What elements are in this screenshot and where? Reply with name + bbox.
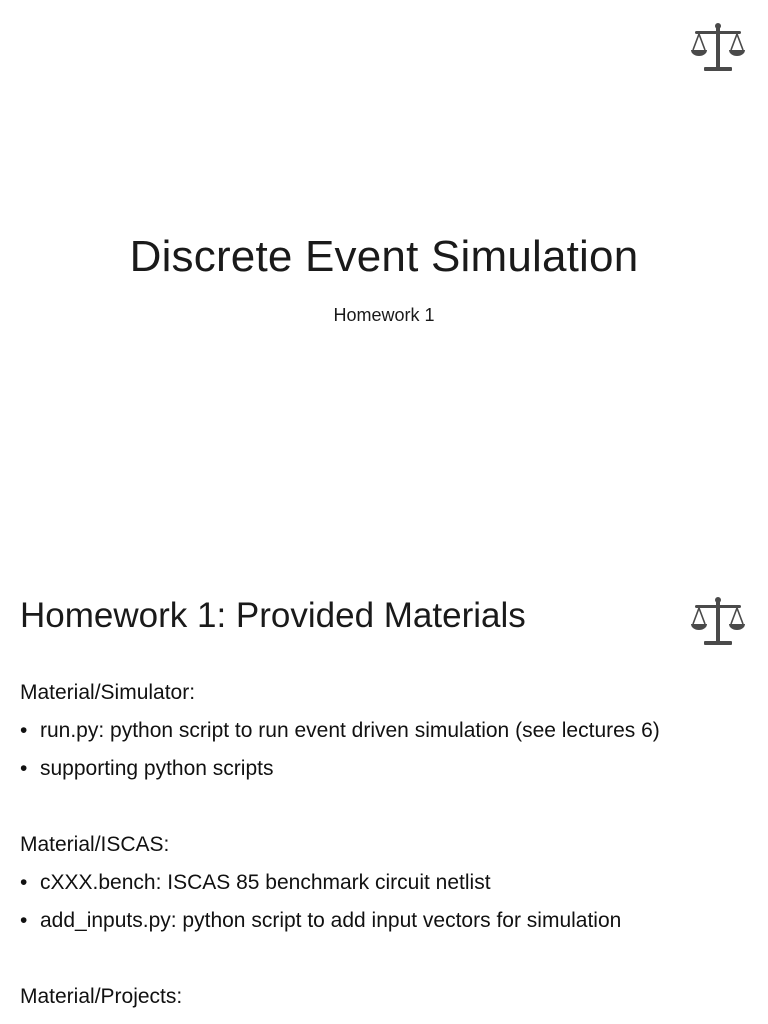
bullet-item: • cXXX.bench: ISCAS 85 benchmark circuit netlist (20, 864, 758, 902)
slide-content (20, 674, 758, 1016)
bullet-item: • run.py: python script to run event driven simulation (see lectures 6) (20, 712, 758, 750)
bullet-list (20, 864, 758, 940)
bullet-item: • supporting python scripts (20, 750, 758, 788)
section-heading: Material/ISCAS: (20, 833, 170, 856)
slide-title: Discrete Event Simulation (129, 232, 639, 281)
section-heading: Material/Projects: (20, 985, 183, 1008)
scales-of-justice-icon (690, 594, 746, 650)
section-heading: Material/Simulator: (20, 681, 196, 704)
bullet-list (20, 712, 758, 788)
scales-of-justice-icon (690, 20, 746, 76)
slide-title: Homework 1: Provided Materials (20, 596, 526, 635)
bullet-item: • add_inputs.py: python script to add input vectors for simulation (20, 902, 758, 940)
slide-subtitle: Homework 1 (333, 305, 435, 325)
materials-slide (0, 576, 768, 1024)
